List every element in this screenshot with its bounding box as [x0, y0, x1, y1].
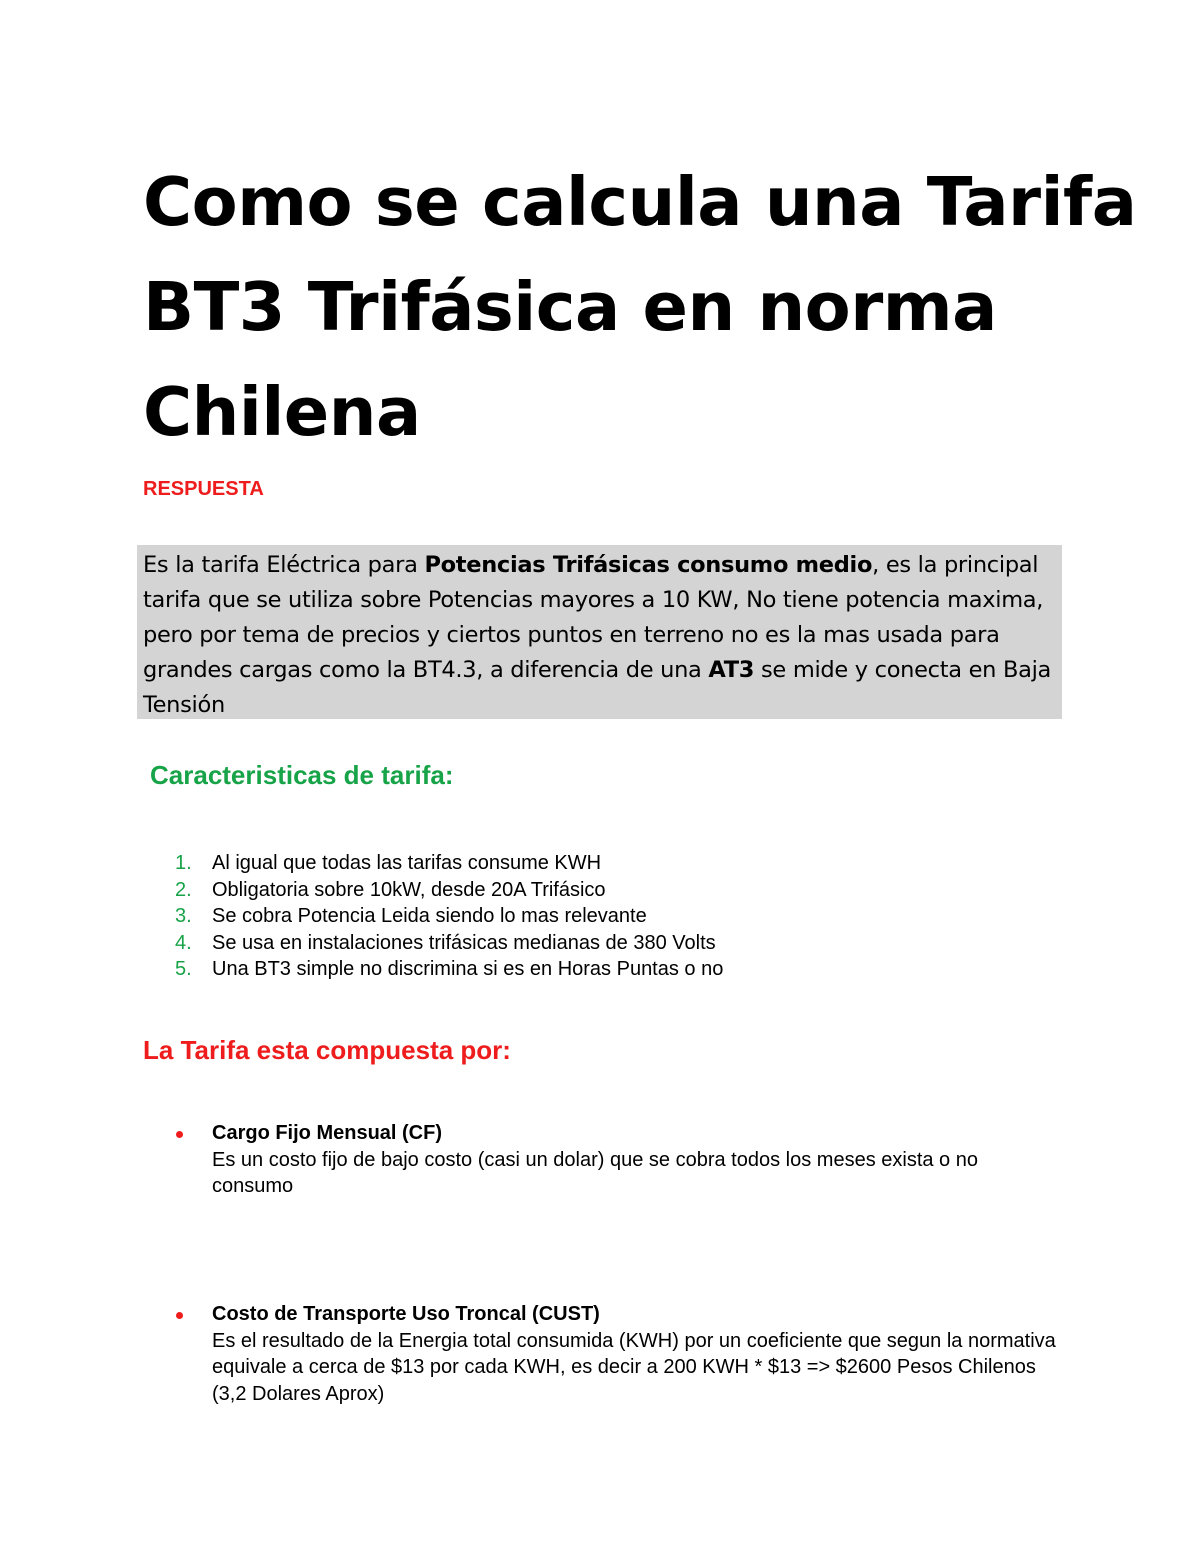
list-item-text: Se cobra Potencia Leida siendo lo mas relevante	[212, 905, 647, 927]
composicion-item-title: Cargo Fijo Mensual (CF)	[212, 1122, 442, 1144]
list-item	[143, 877, 723, 904]
composicion-item-cust	[143, 1301, 1063, 1407]
composicion-item-desc: Es un costo fijo de bajo costo (casi un dolar) que se cobra todos los meses exista o no consumo	[212, 1148, 978, 1197]
bullet-icon	[176, 1312, 183, 1319]
answer-bold-2: AT3	[708, 657, 755, 683]
composicion-heading: La Tarifa esta compuesta por:	[143, 1035, 511, 1065]
list-number: 2.	[175, 878, 192, 901]
list-number: 3.	[175, 905, 192, 927]
answer-text-3: se mide y conecta en Baja Tensión	[143, 657, 1052, 718]
list-item	[143, 930, 723, 957]
list-item	[143, 903, 723, 930]
answer-text-2: , es la principal tarifa que se utiliza sobre Potencias mayores a 10 KW, No tiene potencia maxima, pero por tema de precios y ciertos puntos en terreno no es la mas usada para grandes cargas como la BT4.3, a diferencia de una	[143, 552, 1044, 683]
list-item	[143, 956, 723, 983]
list-number: 5.	[175, 958, 192, 980]
bullet-icon	[176, 1131, 183, 1138]
composicion-item-desc: Es el resultado de la Energia total consumida (KWH) por un coeficiente que segun la normativa equivale a cerca de $13 por cada KWH, es decir a 200 KWH * $13 => $2600 Pesos Chilenos (3,2 Dolares Aprox)	[212, 1329, 1056, 1405]
answer-paragraph	[143, 548, 1063, 723]
list-item-text: Se usa en instalaciones trifásicas medianas de 380 Volts	[212, 931, 716, 954]
caracteristicas-heading: Caracteristicas de tarifa:	[150, 760, 454, 790]
list-item	[143, 850, 723, 877]
list-item-text: Al igual que todas las tarifas consume KWH	[212, 852, 602, 874]
list-item-text: Una BT3 simple no discrimina si es en Horas Puntas o no	[212, 958, 724, 980]
list-number: 4.	[175, 931, 192, 954]
caracteristicas-list	[143, 850, 723, 983]
composicion-item-cf	[143, 1120, 1063, 1200]
list-item-text: Obligatoria sobre 10kW, desde 20A Trifásico	[212, 878, 606, 901]
answer-bold-1: Potencias Trifásicas consumo medio	[424, 552, 873, 578]
composicion-item-title: Costo de Transporte Uso Troncal (CUST)	[212, 1303, 600, 1325]
answer-text-1: Es la tarifa Eléctrica para	[143, 552, 425, 578]
respuesta-label: RESPUESTA	[143, 478, 264, 500]
page-title: Como se calcula una Tarifa BT3 Trifásica en norma Chilena	[143, 163, 1137, 451]
list-number: 1.	[175, 852, 192, 874]
